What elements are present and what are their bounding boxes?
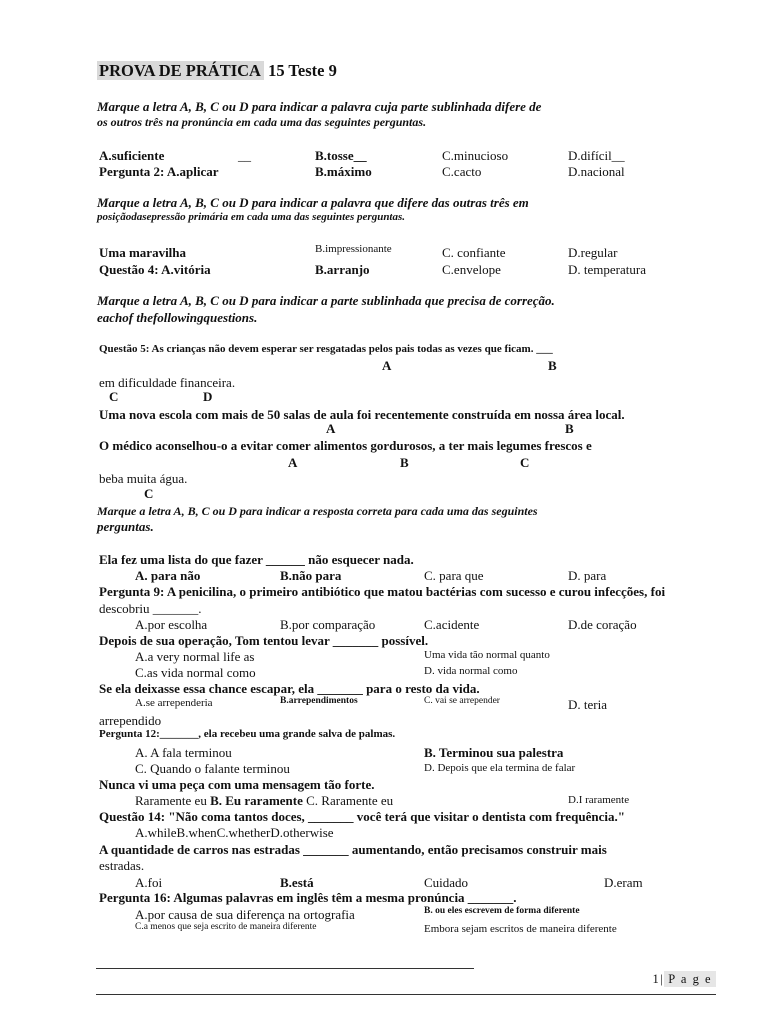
q10-option-a: A.a very normal life as <box>135 649 255 664</box>
q16-stem: Pergunta 16: Algumas palavras em inglês têm a mesma pronúncia _______. <box>99 890 517 905</box>
q6-text: Uma nova escola com mais de 50 salas de aula foi recentemente construída em nossa área local. <box>99 407 625 422</box>
q7-letter-c: C <box>520 455 530 470</box>
footer-rule <box>96 968 474 969</box>
page-footer: 1| P a g e <box>653 972 716 987</box>
sec2-instruction-line1: Marque a letra A, B, C ou D para indicar a palavra que difere das outras três em <box>97 195 529 210</box>
q11-option-d: D. teria <box>568 697 607 712</box>
q6-letter-a: A <box>326 421 336 436</box>
q5-letter-c: C <box>109 389 119 404</box>
q4-option-b: B.arranjo <box>315 262 370 277</box>
q9-option-d: D.de coração <box>568 617 637 632</box>
q15-option-a: A.foi <box>135 875 163 890</box>
title-highlight: PROVA DE PRÁTICA <box>97 61 264 80</box>
q9-option-b: B.por comparação <box>280 617 376 632</box>
q5-text-line1: Questão 5: As crianças não devem esperar ser resgatadas pelos pais todas as vezes que ficam. ___ <box>99 343 553 355</box>
q1-option-d: D.difícil__ <box>568 148 625 163</box>
q7-text-line1: O médico aconselhou-o a evitar comer alimentos gordurosos, a ter mais legumes frescos e <box>99 438 592 453</box>
q11-option-b: B.arrependimentos <box>280 696 358 706</box>
q8-option-d: D. para <box>568 568 607 583</box>
q4-option-a: Questão 4: A.vitória <box>99 262 211 277</box>
q3-option-a: Uma maravilha <box>99 245 187 260</box>
q16-option-a: A.por causa de sua diferença na ortografia <box>135 907 355 922</box>
q10-option-c: C.as vida normal como <box>135 665 256 680</box>
q1-option-b: B.tosse__ <box>315 148 367 163</box>
q5-letter-d: D <box>203 389 213 404</box>
q7-letter-a: A <box>288 455 298 470</box>
page-label: P a g e <box>664 971 716 987</box>
q13-option-b: B. Eu raramente <box>210 793 303 808</box>
q8-option-b: B.não para <box>280 568 342 583</box>
q9-stem-line2: descobriu _______. <box>99 601 202 616</box>
q11-option-d-cont: arrependido <box>99 713 162 728</box>
q6-letter-b: B <box>565 421 574 436</box>
q4-option-c: C.envelope <box>442 262 501 277</box>
q9-option-a: A.por escolha <box>135 617 208 632</box>
q16-option-b: B. ou eles escrevem de forma diferente <box>424 906 580 916</box>
q2-option-b: B.máximo <box>315 164 372 179</box>
page-title <box>97 61 337 81</box>
q10-stem: Depois de sua operação, Tom tentou levar _______ possível. <box>99 633 429 648</box>
q7-text-line2: beba muita água. <box>99 471 188 486</box>
q9-option-c: C.acidente <box>424 617 480 632</box>
q8-stem: Ela fez uma lista do que fazer ______ não esquecer nada. <box>99 552 414 567</box>
q3-option-d: D.regular <box>568 245 618 260</box>
q2-option-a: Pergunta 2: A.aplicar <box>99 164 219 179</box>
sec4-instruction-line2: perguntas. <box>97 519 154 534</box>
q3-option-c: C. confiante <box>442 245 506 260</box>
footer-bottom-rule <box>96 994 716 995</box>
q4-option-d: D. temperatura <box>568 262 646 277</box>
q10-option-b: Uma vida tão normal quanto <box>424 649 550 661</box>
q13-option-d: D.I raramente <box>568 794 630 806</box>
q12-option-b: B. Terminou sua palestra <box>424 745 564 760</box>
q2-option-d: D.nacional <box>568 164 625 179</box>
q13-stem: Nunca vi uma peça com uma mensagem tão forte. <box>99 777 375 792</box>
sec1-instruction-line1: Marque a letra A, B, C ou D para indicar a palavra cuja parte sublinhada difere de <box>97 99 542 114</box>
q3-option-b: B.impressionante <box>315 243 392 255</box>
q9-stem-line1: Pergunta 9: A penicilina, o primeiro antibiótico que matou bactérias com sucesso e curou infecções, foi <box>99 584 666 599</box>
q11-option-c: C. vai se arrepender <box>424 696 500 706</box>
sec3-instruction-line2: eachof thefollowingquestions. <box>97 310 258 325</box>
q16-option-c: C.a menos que seja escrito de maneira diferente <box>135 922 317 932</box>
page-number: 1 <box>652 972 661 986</box>
q1-blank: __ <box>238 148 251 163</box>
q13-option-a: Raramente eu <box>135 793 207 808</box>
title-rest: 15 Teste 9 <box>268 61 337 80</box>
q15-option-c: Cuidado <box>424 875 469 890</box>
q16-option-d: Embora sejam escritos de maneira diferente <box>424 923 617 935</box>
q8-option-c: C. para que <box>424 568 484 583</box>
q15-option-b: B.está <box>280 875 314 890</box>
q7-letter-b: B <box>400 455 409 470</box>
q11-option-a: A.se arrependeria <box>135 697 213 709</box>
q2-option-c: C.cacto <box>442 164 482 179</box>
q13-options-abc <box>135 793 393 809</box>
q12-option-d: D. Depois que ela termina de falar <box>424 762 576 774</box>
q15-option-d: D.eram <box>604 875 643 890</box>
q15-stem-line1: A quantidade de carros nas estradas _______ aumentando, então precisamos construir mais <box>99 842 607 857</box>
q14-stem: Questão 14: "Não coma tantos doces, _______ você terá que visitar o dentista com frequência." <box>99 809 625 824</box>
q1-option-a: A.suficiente <box>99 148 165 163</box>
q12-option-c: C. Quando o falante terminou <box>135 761 290 776</box>
q15-stem-line2: estradas. <box>99 858 145 873</box>
q5-text-line2: em dificuldade financeira. <box>99 375 236 390</box>
q13-option-c: C. Raramente eu <box>306 793 394 808</box>
q5-letter-b: B <box>548 358 557 373</box>
q12-option-a: A. A fala terminou <box>135 745 232 760</box>
q14-options: A.whileB.whenC.whetherD.otherwise <box>135 825 334 840</box>
q1-option-c: C.minucioso <box>442 148 509 163</box>
q11-stem: Se ela deixasse essa chance escapar, ela _______ para o resto da vida. <box>99 681 480 696</box>
sec1-instruction-line2: os outros três na pronúncia em cada uma das seguintes perguntas. <box>97 115 427 129</box>
sec2-instruction-line2: posiçãodasepressão primária em cada uma das seguintes perguntas. <box>97 211 406 223</box>
q10-option-d: D. vida normal como <box>424 665 518 677</box>
q7-letter-c2: C <box>144 486 154 501</box>
q5-letter-a: A <box>382 358 392 373</box>
q12-stem: Pergunta 12:_______, ela recebeu uma grande salva de palmas. <box>99 728 396 740</box>
sec4-instruction-line1: Marque a letra A, B, C ou D para indicar a resposta correta para cada uma das seguintes <box>97 504 538 518</box>
sec3-instruction-line1: Marque a letra A, B, C ou D para indicar a parte sublinhada que precisa de correção. <box>97 293 555 308</box>
q8-option-a: A. para não <box>135 568 201 583</box>
